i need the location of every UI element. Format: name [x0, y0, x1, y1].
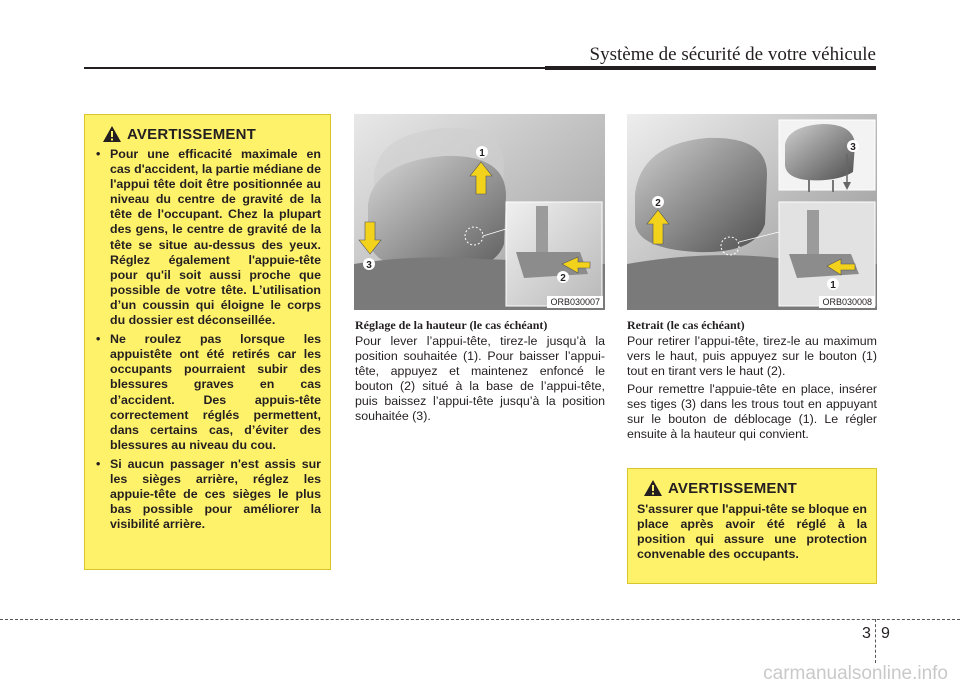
- section-text-removal-2: Pour remettre l'appuie-tête en place, insérer ses tiges (3) dans les trous tout en appuyant sur le bouton de déblocage (1). Le régler ensuite à la hauteur qui convient.: [627, 382, 877, 441]
- warning-title: AVERTISSEMENT: [102, 125, 321, 143]
- warning-box-right: [627, 468, 877, 584]
- callout-1: 1: [479, 148, 485, 159]
- footer-rule: [0, 619, 960, 620]
- warning-box-left: [84, 114, 331, 570]
- header-rule-accent: [545, 66, 876, 70]
- callout-3: 3: [366, 260, 372, 271]
- warning-title: AVERTISSEMENT: [643, 479, 867, 497]
- figure-removal: [627, 114, 877, 310]
- callout-2: 2: [560, 273, 566, 284]
- section-text-height: Pour lever l’appui-tête, tirez-le jusqu’à la position souhaitée (1). Pour baisser l’appui-tête, appuyez et maintenez enfoncé le bouton (2) situé à la base de l’appui-tête, puis baissez l’appui-tête jusqu’à la position souhaitée (3).: [355, 334, 605, 423]
- section-heading-removal: Retrait (le cas échéant): [627, 318, 745, 332]
- section-text-removal-1: Pour retirer l’appui-tête, tirez-le au maximum vers le haut, puis appuyez sur le bouton (1) tout en tirant vers le haut (2).: [627, 334, 877, 378]
- page-number: 9: [881, 625, 890, 642]
- warning-item: • Pour une efficacité maximale en cas d'accident, la partie médiane de l'appui tête doit être positionnée au niveau du centre de gravité de la tête de l'occupant. Chez la plupart des gens, le centre de gravité de la tête se situe au-dessus des yeux. Réglez également l'appuie-tête pour qu'il soit aussi proche que possible de votre tête. L’utilisation d’un coussin qui éloigne le corps du dossier est déconseillée.: [96, 147, 321, 328]
- headrest-removal-illustration: [627, 114, 877, 310]
- figure-height-adjustment: [354, 114, 605, 310]
- warning-triangle-icon: [643, 479, 663, 497]
- watermark: carmanualsonline.info: [763, 663, 948, 684]
- warning-list: [94, 147, 321, 532]
- figure-code: ORB030007: [547, 296, 603, 308]
- warning-item: • Si aucun passager n'est assis sur les sièges arrière, réglez les appuie-tête de ces sièges le plus bas possible pour améliorer la visibilité arrière.: [96, 456, 321, 532]
- chapter-number: 3: [862, 625, 871, 642]
- headrest-height-illustration: [354, 114, 605, 310]
- warning-text: S'assurer que l'appui-tête se bloque en place après avoir été réglé à la position qui assure une protection convenable des occupants.: [637, 502, 867, 562]
- section-heading-height: Réglage de la hauteur (le cas échéant): [355, 318, 548, 332]
- page-header-title: Système de sécurité de votre véhicule: [589, 44, 876, 65]
- warning-item: • Ne roulez pas lorsque les appuistête ont été retirés car les occupants pourraient subir des blessures graves en cas d’accident. Des appuis-tête correctement réglés permettent, dans certains cas, d’éviter des blessures au niveau du cou.: [96, 332, 321, 452]
- footer-separator: [875, 619, 876, 663]
- figure-code: ORB030008: [819, 296, 875, 308]
- callout-3: 3: [850, 142, 856, 153]
- warning-triangle-icon: [102, 125, 122, 143]
- callout-1: 1: [830, 280, 836, 291]
- callout-2: 2: [655, 198, 661, 209]
